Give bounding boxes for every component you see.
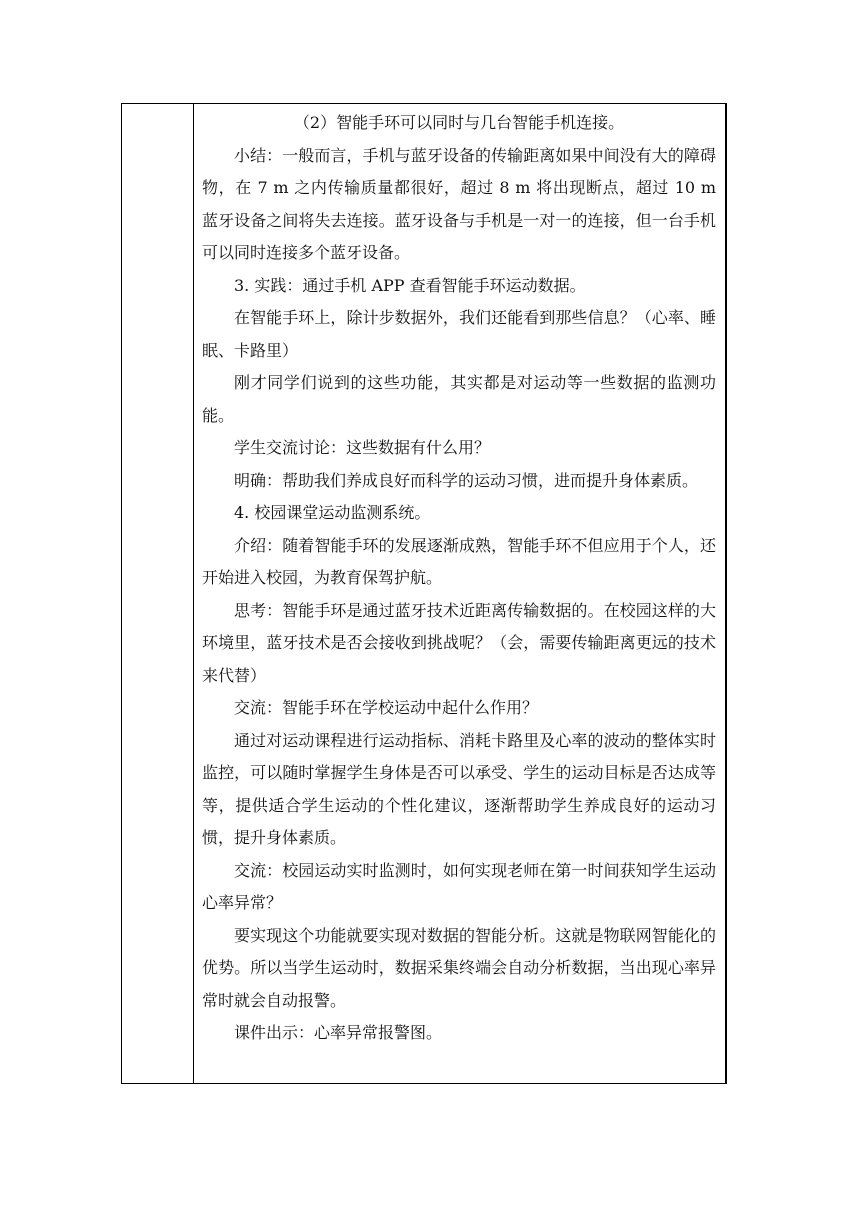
paragraph-exchange-heart-rate: 交流：校园运动实时监测时，如何实现老师在第一时间获知学生运动心率异常？ xyxy=(202,860,716,912)
table-left-column xyxy=(122,104,194,1083)
lesson-table xyxy=(121,103,727,1084)
paragraph-practice-heading: 3. 实践：通过手机 APP 查看智能手环运动数据。 xyxy=(234,275,586,295)
paragraph-introduction: 介绍：随着智能手环的发展逐渐成熟，智能手环不但应用于个人，还开始进入校园，为教育保驾护航。 xyxy=(202,535,716,587)
paragraph-question-info: 在智能手环上，除计步数据外，我们还能看到那些信息？（心率、睡眠、卡路里） xyxy=(202,308,716,360)
paragraph-campus-heading: 4. 校园课堂运动监测系统。 xyxy=(234,503,431,522)
paragraph-courseware: 课件出示：心率异常报警图。 xyxy=(234,1023,443,1042)
paragraph-exchange-role: 交流：智能手环在学校运动中起什么作用？ xyxy=(234,698,539,717)
paragraph-summary: 小结：一般而言，手机与蓝牙设备的传输距离如果中间没有大的障碍物，在 7 m 之内传输质量都很好，超过 8 m 将出现断点，超过 10 m 蓝牙设备之间将失去连接。蓝牙设备与手机是一对一的连接，但一台手机可以同时连接多个蓝牙设备。 xyxy=(202,145,716,262)
paragraph-monitor-functions: 刚才同学们说到的这些功能，其实都是对运动等一些数据的监测功能。 xyxy=(202,373,716,425)
paragraph-smart-analysis: 要实现这个功能就要实现对数据的智能分析。这就是物联网智能化的优势。所以当学生运动时，数据采集终端会自动分析数据，当出现心率异常时就会自动报警。 xyxy=(202,925,716,1010)
paragraph-realtime-monitor: 通过对运动课程进行运动指标、消耗卡路里及心率的波动的整体实时监控，可以随时掌握学生身体是否可以承受、学生的运动目标是否达成等等，提供适合学生运动的个性化建议，逐渐帮助学生养成良好的运动习惯，提升身体素质。 xyxy=(202,730,716,847)
paragraph-think: 思考：智能手环是通过蓝牙技术近距离传输数据的。在校园这样的大环境里，蓝牙技术是否会接收到挑战呢？（会，需要传输距离更远的技术来代替） xyxy=(202,600,716,685)
table-content-column xyxy=(194,104,726,1083)
lesson-content xyxy=(202,107,716,1050)
paragraph-phone-connection: （2）智能手环可以同时与几台智能手机连接。 xyxy=(293,113,625,132)
paragraph-clarify: 明确：帮助我们养成良好而科学的运动习惯，进而提升身体素质。 xyxy=(234,470,699,490)
paragraph-student-discussion: 学生交流讨论：这些数据有什么用？ xyxy=(234,438,491,457)
